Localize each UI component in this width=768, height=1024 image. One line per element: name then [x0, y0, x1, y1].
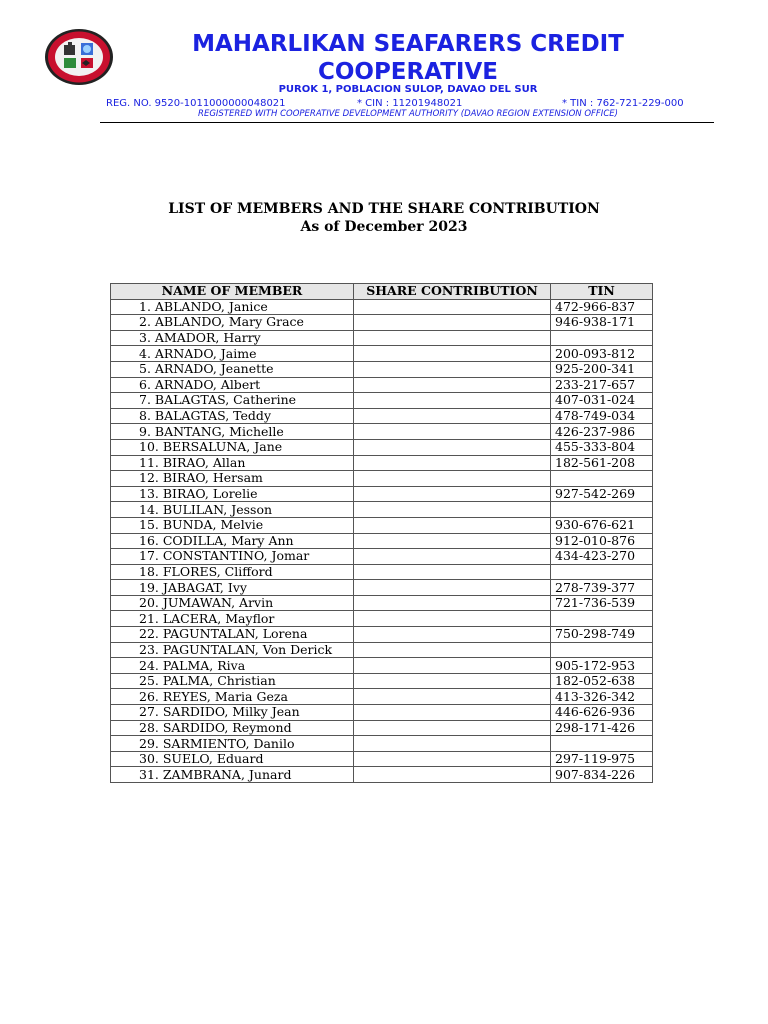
share-contribution-cell	[354, 517, 551, 533]
member-name-cell: 24. PALMA, Riva	[111, 658, 354, 674]
share-contribution-cell	[354, 471, 551, 487]
document-subtitle: As of December 2023	[300, 219, 468, 235]
member-name-cell: 14. BULILAN, Jesson	[111, 502, 354, 518]
tin-cell: 407-031-024	[551, 393, 653, 409]
share-contribution-cell	[354, 439, 551, 455]
share-contribution-cell	[354, 595, 551, 611]
tin-cell	[551, 330, 653, 346]
table-row	[111, 299, 653, 315]
member-name-cell: 30. SUELO, Eduard	[111, 751, 354, 767]
document-title: LIST OF MEMBERS AND THE SHARE CONTRIBUTION	[168, 201, 600, 217]
member-name-cell: 21. LACERA, Mayflor	[111, 611, 354, 627]
tin-cell: 750-298-749	[551, 627, 653, 643]
tin-cell: 721-736-539	[551, 595, 653, 611]
tin-cell: 298-171-426	[551, 720, 653, 736]
tin-cell: 434-423-270	[551, 549, 653, 565]
tin-cell: 182-052-638	[551, 673, 653, 689]
tin-cell: 905-172-953	[551, 658, 653, 674]
tin-cell: 413-326-342	[551, 689, 653, 705]
table-row	[111, 627, 653, 643]
member-name-cell: 13. BIRAO, Lorelie	[111, 486, 354, 502]
members-table	[110, 283, 653, 783]
share-contribution-cell	[354, 564, 551, 580]
member-name-cell: 10. BERSALUNA, Jane	[111, 439, 354, 455]
tin-cell	[551, 471, 653, 487]
tin-cell	[551, 642, 653, 658]
member-name-cell: 8. BALAGTAS, Teddy	[111, 408, 354, 424]
cin-number: * CIN : 11201948021	[357, 98, 463, 109]
share-contribution-cell	[354, 627, 551, 643]
column-header-tin: TIN	[551, 284, 653, 300]
member-name-cell: 31. ZAMBRANA, Junard	[111, 767, 354, 783]
tin-cell: 907-834-226	[551, 767, 653, 783]
table-row	[111, 533, 653, 549]
tin-cell: 912-010-876	[551, 533, 653, 549]
table-row	[111, 393, 653, 409]
tin-cell: 927-542-269	[551, 486, 653, 502]
table-row	[111, 517, 653, 533]
member-name-cell: 2. ABLANDO, Mary Grace	[111, 315, 354, 331]
table-header-row	[111, 284, 653, 300]
tin-cell	[551, 736, 653, 752]
table-row	[111, 720, 653, 736]
table-row	[111, 330, 653, 346]
member-name-cell: 23. PAGUNTALAN, Von Derick	[111, 642, 354, 658]
share-contribution-cell	[354, 767, 551, 783]
tin-cell: 446-626-936	[551, 705, 653, 721]
tin-cell: 472-966-837	[551, 299, 653, 315]
member-name-cell: 4. ARNADO, Jaime	[111, 346, 354, 362]
table-row	[111, 673, 653, 689]
table-row	[111, 767, 653, 783]
share-contribution-cell	[354, 408, 551, 424]
share-contribution-cell	[354, 346, 551, 362]
tin-cell: 455-333-804	[551, 439, 653, 455]
share-contribution-cell	[354, 533, 551, 549]
member-name-cell: 22. PAGUNTALAN, Lorena	[111, 627, 354, 643]
table-row	[111, 408, 653, 424]
share-contribution-cell	[354, 502, 551, 518]
share-contribution-cell	[354, 330, 551, 346]
share-contribution-cell	[354, 361, 551, 377]
share-contribution-cell	[354, 377, 551, 393]
table-row	[111, 486, 653, 502]
tin-cell: 478-749-034	[551, 408, 653, 424]
cooperative-logo	[44, 28, 114, 86]
share-contribution-cell	[354, 720, 551, 736]
registration-number: REG. NO. 9520-1011000000048021	[106, 98, 286, 109]
member-name-cell: 3. AMADOR, Harry	[111, 330, 354, 346]
column-header-name: NAME OF MEMBER	[111, 284, 354, 300]
share-contribution-cell	[354, 611, 551, 627]
share-contribution-cell	[354, 549, 551, 565]
tin-cell: 182-561-208	[551, 455, 653, 471]
table-row	[111, 502, 653, 518]
table-row	[111, 642, 653, 658]
share-contribution-cell	[354, 486, 551, 502]
share-contribution-cell	[354, 393, 551, 409]
registration-note: REGISTERED WITH COOPERATIVE DEVELOPMENT AUTHORITY (DAVAO REGION EXTENSION OFFICE)	[198, 109, 618, 119]
table-row	[111, 564, 653, 580]
share-contribution-cell	[354, 736, 551, 752]
share-contribution-cell	[354, 455, 551, 471]
share-contribution-cell	[354, 299, 551, 315]
member-name-cell: 29. SARMIENTO, Danilo	[111, 736, 354, 752]
tin-number: * TIN : 762-721-229-000	[562, 98, 684, 109]
member-name-cell: 5. ARNADO, Jeanette	[111, 361, 354, 377]
tin-cell: 925-200-341	[551, 361, 653, 377]
member-name-cell: 20. JUMAWAN, Arvin	[111, 595, 354, 611]
member-name-cell: 9. BANTANG, Michelle	[111, 424, 354, 440]
tin-cell: 233-217-657	[551, 377, 653, 393]
table-row	[111, 549, 653, 565]
member-name-cell: 26. REYES, Maria Geza	[111, 689, 354, 705]
member-name-cell: 6. ARNADO, Albert	[111, 377, 354, 393]
member-name-cell: 1. ABLANDO, Janice	[111, 299, 354, 315]
share-contribution-cell	[354, 705, 551, 721]
tin-cell: 946-938-171	[551, 315, 653, 331]
share-contribution-cell	[354, 673, 551, 689]
tin-cell	[551, 564, 653, 580]
table-row	[111, 705, 653, 721]
member-name-cell: 11. BIRAO, Allan	[111, 455, 354, 471]
table-row	[111, 361, 653, 377]
member-name-cell: 27. SARDIDO, Milky Jean	[111, 705, 354, 721]
table-row	[111, 471, 653, 487]
org-name-line2: COOPERATIVE	[317, 59, 499, 85]
table-row	[111, 595, 653, 611]
table-row	[111, 439, 653, 455]
member-name-cell: 28. SARDIDO, Reymond	[111, 720, 354, 736]
member-name-cell: 19. JABAGAT, Ivy	[111, 580, 354, 596]
tin-cell: 297-119-975	[551, 751, 653, 767]
table-row	[111, 751, 653, 767]
member-name-cell: 16. CODILLA, Mary Ann	[111, 533, 354, 549]
tin-cell: 200-093-812	[551, 346, 653, 362]
tin-cell	[551, 502, 653, 518]
org-name-line1: MAHARLIKAN SEAFARERS CREDIT	[192, 31, 624, 57]
share-contribution-cell	[354, 658, 551, 674]
table-row	[111, 658, 653, 674]
table-row	[111, 346, 653, 362]
share-contribution-cell	[354, 751, 551, 767]
share-contribution-cell	[354, 424, 551, 440]
share-contribution-cell	[354, 642, 551, 658]
table-row	[111, 424, 653, 440]
table-row	[111, 689, 653, 705]
header-divider	[100, 122, 714, 123]
member-name-cell: 7. BALAGTAS, Catherine	[111, 393, 354, 409]
table-row	[111, 315, 653, 331]
table-row	[111, 377, 653, 393]
share-contribution-cell	[354, 689, 551, 705]
table-row	[111, 580, 653, 596]
member-name-cell: 18. FLORES, Clifford	[111, 564, 354, 580]
member-name-cell: 12. BIRAO, Hersam	[111, 471, 354, 487]
member-name-cell: 25. PALMA, Christian	[111, 673, 354, 689]
table-row	[111, 736, 653, 752]
column-header-share: SHARE CONTRIBUTION	[354, 284, 551, 300]
table-row	[111, 611, 653, 627]
member-name-cell: 17. CONSTANTINO, Jomar	[111, 549, 354, 565]
member-name-cell: 15. BUNDA, Melvie	[111, 517, 354, 533]
share-contribution-cell	[354, 580, 551, 596]
org-address: PUROK 1, POBLACION SULOP, DAVAO DEL SUR	[278, 84, 538, 95]
tin-cell	[551, 611, 653, 627]
tin-cell: 278-739-377	[551, 580, 653, 596]
tin-cell: 426-237-986	[551, 424, 653, 440]
tin-cell: 930-676-621	[551, 517, 653, 533]
share-contribution-cell	[354, 315, 551, 331]
table-row	[111, 455, 653, 471]
